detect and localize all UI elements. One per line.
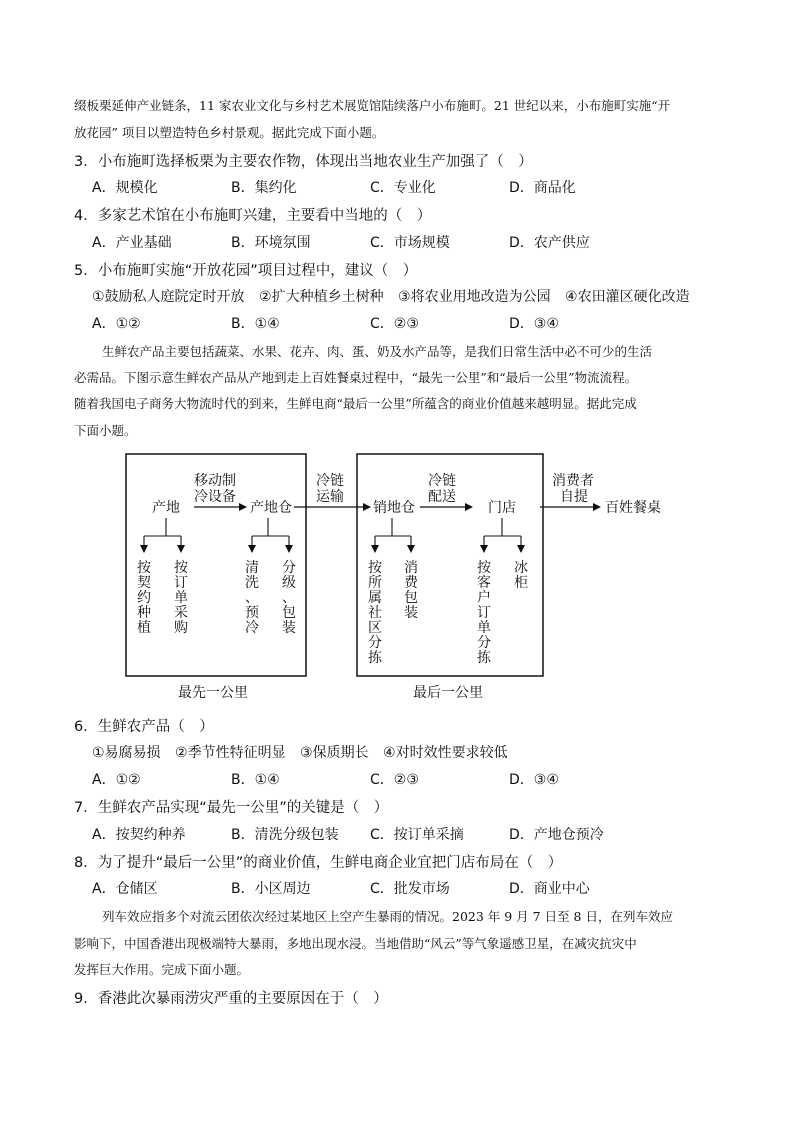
q6-statements	[92, 742, 518, 762]
q8-option-a[interactable]: A．仓储区	[92, 881, 158, 897]
q8-stem: 8．为了提升“最后一公里”的商业价值，生鲜电商企业宜把门店布局在（ ）	[74, 855, 563, 871]
q6-option-d[interactable]: D．③④	[509, 772, 559, 788]
q6-option-c[interactable]: C．②③	[370, 772, 419, 788]
q7-option-d[interactable]: D．产地仓预冷	[509, 827, 604, 843]
q8-options	[92, 878, 648, 898]
sub-sales-warehouse-2: 消费包装	[404, 560, 418, 621]
q6-statement-1: ①易腐易损	[92, 745, 161, 761]
q7-option-b[interactable]: B．清洗分级包装	[231, 827, 339, 843]
q4-option-b[interactable]: B．环境氛围	[231, 235, 311, 251]
node-store: 门店	[488, 500, 516, 516]
q3-option-c[interactable]: C．专业化	[370, 180, 436, 196]
q6-option-b[interactable]: B．①④	[231, 772, 280, 788]
arrow3-label-1: 冷链	[428, 473, 456, 489]
arrow4-label-2: 自提	[560, 489, 588, 505]
intro2-line1: 生鲜农产品主要包括蔬菜、水果、花卉、肉、蛋、奶及水产品等，是我们日常生活中必不可少的生活	[102, 344, 653, 359]
q6-stem: 6．生鲜农产品（ ）	[74, 719, 214, 735]
intro3-line1: 列车效应指多个对流云团依次经过某地区上空产生暴雨的情况。2023 年 9 月 7 日至 8 日，在列车效应	[102, 909, 673, 924]
q9-stem: 9．香港此次暴雨涝灾严重的主要原因在于（ ）	[74, 991, 388, 1007]
q8-option-b[interactable]: B．小区周边	[231, 881, 311, 897]
label-first-mile: 最先一公里	[178, 685, 248, 701]
arrow2-label-1: 冷链	[316, 473, 344, 489]
q8-option-c[interactable]: C．批发市场	[370, 881, 450, 897]
arrow1-label-1: 移动制	[194, 473, 236, 489]
arrow2-label-2: 运输	[316, 489, 344, 505]
q6-option-a[interactable]: A．①②	[92, 772, 141, 788]
sub-store-1: 按客户订单分拣	[477, 560, 491, 666]
node-table: 百姓餐桌	[605, 500, 661, 516]
intro1-line2: 放花园” 项目以塑造特色乡村景观。据此完成下面小题。	[74, 125, 385, 140]
q5-statement-1: ①鼓励私人庭院定时开放	[92, 289, 245, 305]
q7-option-a[interactable]: A．按契约种养	[92, 827, 186, 843]
q4-stem: 4．多家艺术馆在小布施町兴建，主要看中当地的（ ）	[74, 208, 432, 224]
intro3-line2: 影响下，中国香港出现极端特大暴雨，多地出现水浸。当地借助“风云”等气象遥感卫星，在减灾抗灾中	[74, 936, 637, 951]
intro2-line2: 必需品。下图示意生鲜农产品从产地到走上百姓餐桌过程中，“最先一公里”和“最后一公里”物流流程。	[74, 370, 638, 385]
q5-stem: 5．小布施町实施“开放花园”项目过程中，建议（ ）	[74, 263, 418, 279]
q5-option-c[interactable]: C．②③	[370, 316, 419, 332]
sub-sales-warehouse-1: 按所属社区分拣	[368, 560, 382, 666]
node-origin: 产地	[152, 500, 180, 516]
q5-statement-2: ②扩大种植乡土树种	[259, 289, 384, 305]
sub-origin-1: 按契约种植	[137, 560, 151, 636]
node-origin-warehouse: 产地仓	[250, 500, 292, 516]
sub-origin-2: 按订单采购	[174, 560, 188, 636]
sub-origin-warehouse-2: 分级、包装	[282, 560, 296, 636]
q5-option-a[interactable]: A．①②	[92, 316, 141, 332]
q3-option-a[interactable]: A．规模化	[92, 180, 158, 196]
arrow3-label-2: 配送	[428, 489, 456, 505]
q7-option-c[interactable]: C．按订单采摘	[370, 827, 464, 843]
q5-statement-3: ③将农业用地改造为公园	[398, 289, 551, 305]
sub-store-2: 冰柜	[514, 560, 528, 591]
q6-options	[92, 769, 648, 789]
intro2-line4: 下面小题。	[74, 423, 137, 438]
q7-options	[92, 824, 648, 844]
q3-stem: 3．小布施町选择板栗为主要农作物，体现出当地农业生产加强了（ ）	[74, 154, 533, 170]
intro3-line3: 发挥巨大作用。完成下面小题。	[74, 962, 250, 977]
label-last-mile: 最后一公里	[413, 685, 483, 701]
arrow1-label-2: 冷设备	[194, 489, 236, 505]
q6-statement-3: ③保质期长	[300, 745, 369, 761]
q4-option-a[interactable]: A．产业基础	[92, 235, 172, 251]
q8-option-d[interactable]: D．商业中心	[509, 881, 590, 897]
q5-statement-4: ④农田灌区硬化改造	[565, 289, 690, 305]
sub-origin-warehouse-1: 清洗、预冷	[245, 560, 259, 636]
intro2-line3: 随着我国电子商务大物流时代的到来，生鲜电商“最后一公里”所蕴含的商业价值越来越明显。据此完成	[74, 396, 637, 411]
q6-statement-2: ②季节性特征明显	[175, 745, 286, 761]
q5-option-b[interactable]: B．①④	[231, 316, 280, 332]
arrow4-label-1: 消费者	[552, 473, 594, 489]
q4-option-c[interactable]: C．市场规模	[370, 235, 450, 251]
node-sales-warehouse: 销地仓	[373, 500, 415, 516]
q7-stem: 7．生鲜农产品实现“最先一公里”的关键是（ ）	[74, 800, 389, 816]
q3-option-b[interactable]: B．集约化	[231, 180, 297, 196]
q5-option-d[interactable]: D．③④	[509, 316, 559, 332]
q6-statement-4: ④对时效性要求较低	[383, 745, 508, 761]
q4-option-d[interactable]: D．农产供应	[509, 235, 590, 251]
q3-option-d[interactable]: D．商品化	[509, 180, 576, 196]
intro1-line1: 缀板栗延伸产业链条，11 家农业文化与乡村艺术展览馆陆续落户小布施町。21 世纪以来，小布施町实施“开	[74, 98, 671, 113]
